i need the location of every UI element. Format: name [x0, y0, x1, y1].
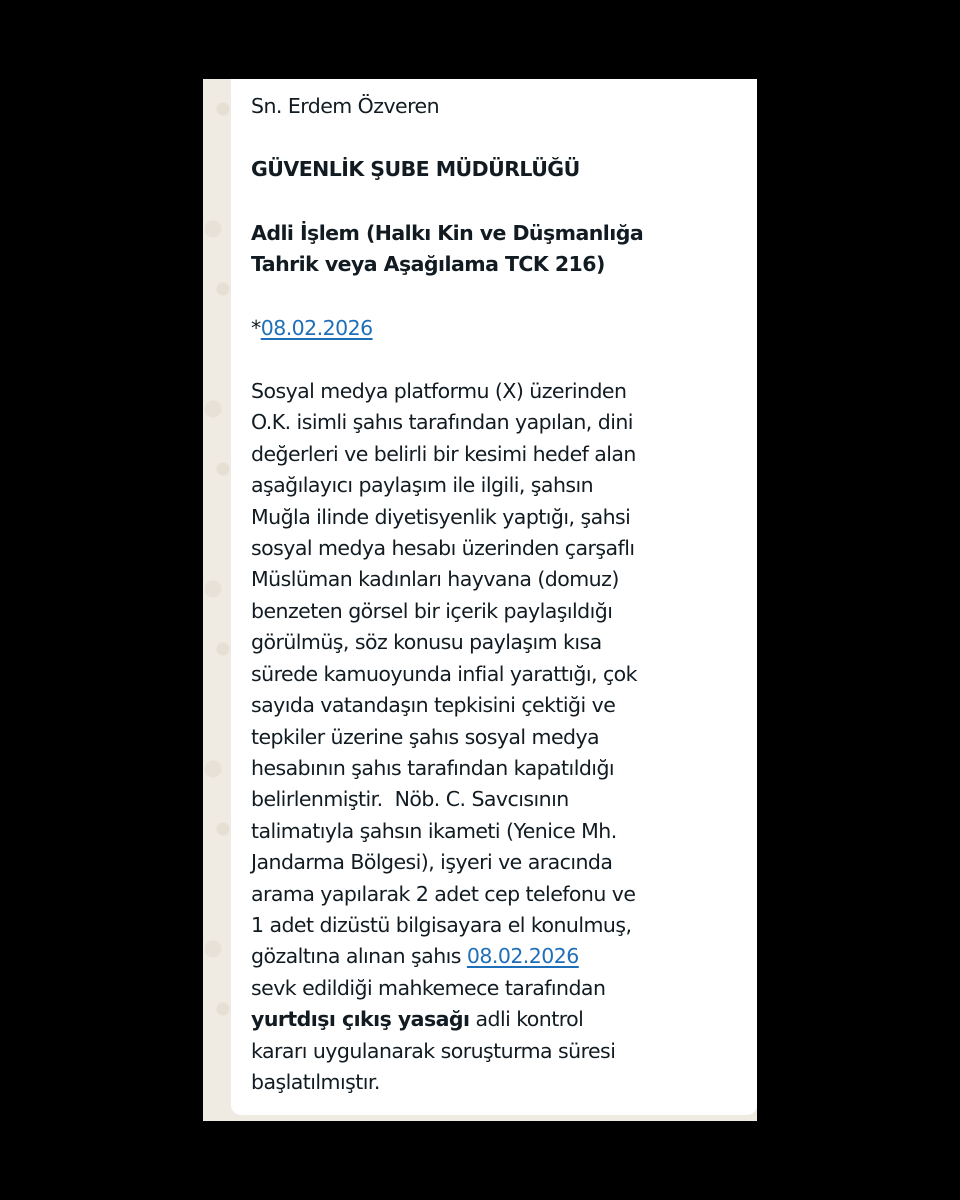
body-line: Muğla ilinde diyetisyenlik yaptığı, şahsi [251, 504, 631, 529]
custody-prefix: gözaltına alınan şahıs [251, 944, 467, 969]
body-line: 1 adet dizüstü bilgisayara el konulmuş, [251, 912, 632, 937]
custody-line [251, 941, 737, 972]
body-line: sürede kamuoyunda infial yarattığı, çok [251, 661, 637, 686]
date-line [251, 313, 737, 344]
message-bubble[interactable] [231, 79, 757, 1115]
spacer [251, 344, 737, 376]
body-line: değerleri ve belirli bir kesimi hedef alan [251, 441, 636, 466]
body-line: sayıda vatandaşın tepkisini çektiği ve [251, 693, 616, 718]
date-prefix: * [251, 315, 261, 340]
custody-date-link[interactable]: 08.02.2026 [466, 944, 579, 969]
body-line: aşağılayıcı paylaşım ile ilgili, şahsın [251, 473, 594, 498]
travel-ban-bold: yurtdışı çıkış yasağı [251, 1007, 470, 1032]
subject-line: Adli İşlem (Halkı Kin ve Düşmanlığa [251, 220, 644, 245]
referral-line: sevk edildiği mahkemece tarafından [251, 975, 606, 1000]
travel-ban-line [251, 1004, 737, 1035]
body-line: arama yapılarak 2 adet cep telefonu ve [251, 881, 636, 906]
body-line: Müslüman kadınları hayvana (domuz) [251, 567, 619, 592]
date-link[interactable]: 08.02.2026 [260, 315, 373, 340]
body-line: O.K. isimli şahıs tarafından yapılan, dini [251, 410, 633, 435]
body-line: Jandarma Bölgesi), işyeri ve aracında [251, 850, 613, 875]
body-line: Sosyal medya platformu (X) üzerinden [251, 379, 627, 404]
body-line: benzeten görsel bir içerik paylaşıldığı [251, 598, 613, 623]
recipient-line: Sn. Erdem Özveren [251, 94, 440, 118]
body-line: hesabının şahıs tarafından kapatıldığı [251, 755, 615, 780]
department-heading: GÜVENLİK ŞUBE MÜDÜRLÜĞÜ [251, 157, 580, 182]
spacer [251, 122, 737, 154]
body-line: sosyal medya hesabı üzerinden çarşaflı [251, 536, 635, 561]
subject-line: Tahrik veya Aşağılama TCK 216) [251, 252, 605, 277]
chat-wallpaper [203, 79, 757, 1121]
body-line: tepkiler üzerine şahıs sosyal medya [251, 724, 600, 749]
body-line: talimatıyla şahsın ikameti (Yenice Mh. [251, 818, 617, 843]
body-line: belirlenmiştir. Nöb. C. Savcısının [251, 787, 569, 812]
closing-line: başlatılmıştır. [251, 1069, 380, 1094]
spacer [251, 186, 737, 218]
closing-line: kararı uygulanarak soruşturma süresi [251, 1038, 616, 1063]
travel-ban-rest: adli kontrol [469, 1007, 584, 1032]
body-line: görülmüş, söz konusu paylaşım kısa [251, 630, 602, 655]
spacer [251, 281, 737, 313]
